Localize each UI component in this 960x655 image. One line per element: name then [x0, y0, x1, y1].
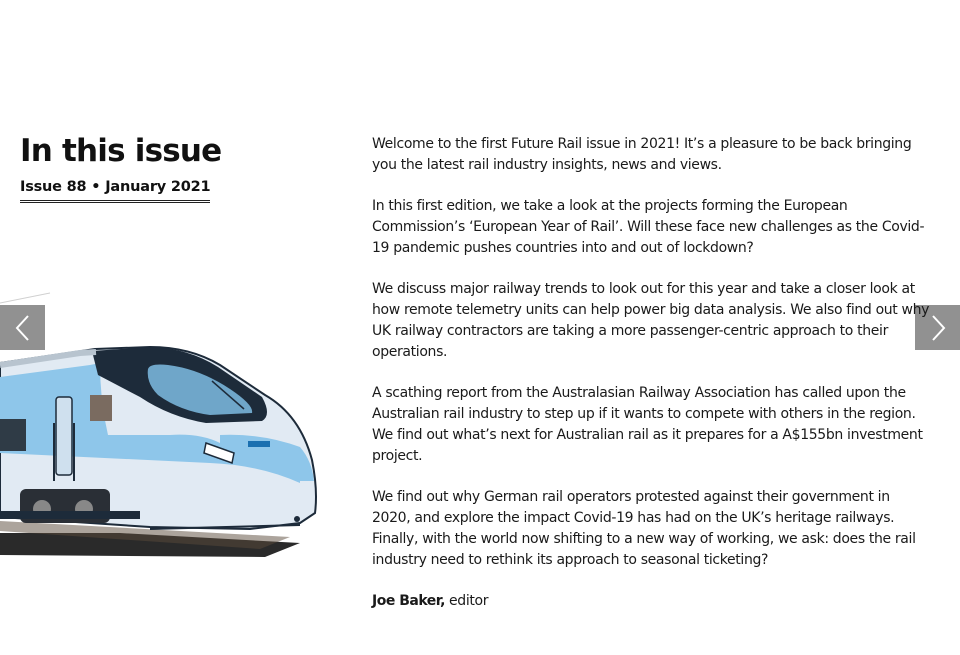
- page-title: In this issue: [20, 133, 222, 169]
- signature: [372, 591, 932, 612]
- article-paragraph: We find out why German rail operators protested against their government in 2020, and explore the impact Covid-19 has had on the UK’s heritage railways. Finally, with the world now shifting to a new way of working, we ask: does the rail industry need to rethink its approach to seasonal ticketing?: [372, 489, 916, 568]
- editorial-article: [372, 134, 932, 632]
- article-paragraph: In this first edition, we take a look at the projects forming the European Commission’s ‘European Year of Rail’. Will these face new challenges as the Covid-19 pandemic pushes countries into and out of lockdown?: [372, 198, 925, 256]
- article-paragraph: Welcome to the first Future Rail issue in 2021! It’s a pleasure to be back bringing you the latest rail industry insights, news and views.: [372, 136, 912, 173]
- signature-name: Joe Baker,: [372, 593, 445, 609]
- previous-page-button[interactable]: [0, 305, 45, 350]
- issue-subtitle: Issue 88 • January 2021: [20, 179, 210, 203]
- chevron-left-icon: [12, 314, 34, 342]
- train-illustration: [0, 285, 330, 565]
- article-paragraph: We discuss major railway trends to look out for this year and take a closer look at how remote telemetry units can help power big data analysis. We also find out why UK railway contractors are taking a more passenger-centric approach to their operations.: [372, 281, 930, 360]
- signature-role: editor: [444, 593, 489, 609]
- article-paragraph: A scathing report from the Australasian Railway Association has called upon the Australian rail industry to step up if it wants to compete with others in the region. We find out what’s next for Australian rail as it prepares for a A$155bn investment project.: [372, 385, 923, 464]
